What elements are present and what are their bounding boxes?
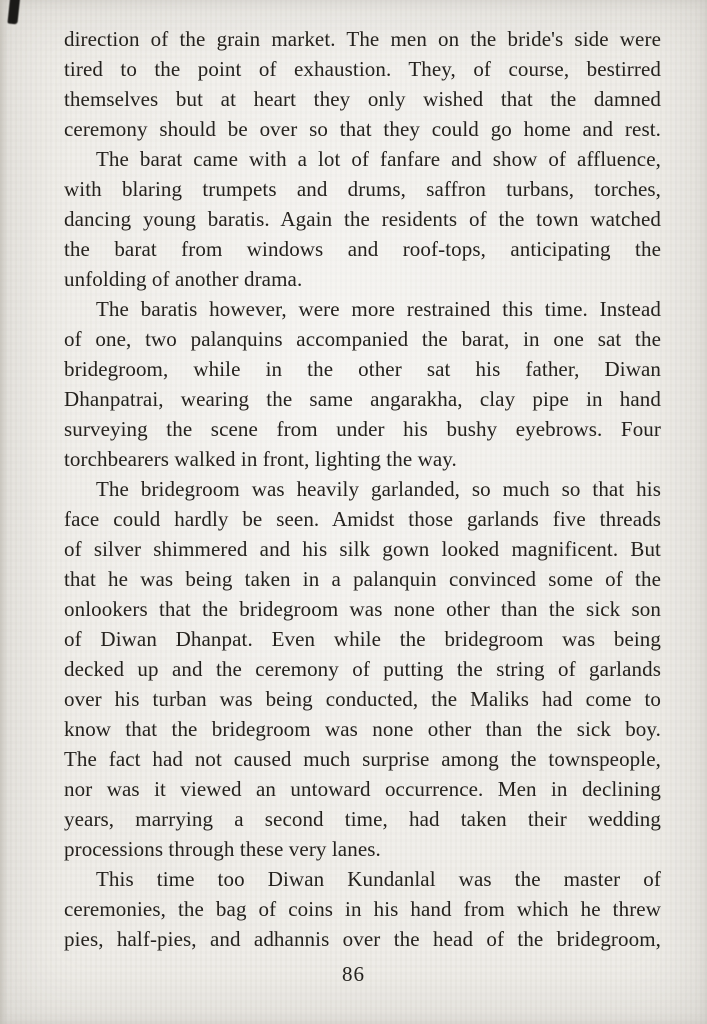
- text-line: surveying the scene from under his bushy eyebrows. Four: [64, 417, 661, 441]
- text-line: themselves but at heart they only wished that the damned: [64, 87, 661, 111]
- text-line: The baratis however, were more restrained this time. Instead: [96, 297, 661, 321]
- text-line: dancing young baratis. Again the residents of the town watched: [64, 207, 661, 231]
- text-line: bridegroom, while in the other sat his father, Diwan: [64, 357, 661, 381]
- text-line: This time too Diwan Kundanlal was the master of: [96, 867, 661, 891]
- text-line: of silver shimmered and his silk gown looked magnificent. But: [64, 537, 661, 561]
- text-line: years, marrying a second time, had taken their wedding: [64, 807, 661, 831]
- text-line: The barat came with a lot of fanfare and show of affluence,: [96, 147, 661, 171]
- paragraph: [64, 294, 661, 474]
- text-line: over his turban was being conducted, the Maliks had come to: [64, 687, 661, 711]
- page-text: [64, 24, 661, 954]
- text-line: face could hardly be seen. Amidst those garlands five threads: [64, 507, 661, 531]
- text-line: know that the bridegroom was none other than the sick boy.: [64, 717, 661, 741]
- paragraph: [64, 144, 661, 294]
- text-line: The bridegroom was heavily garlanded, so much so that his: [96, 477, 661, 501]
- text-line: torchbearers walked in front, lighting the way.: [64, 447, 457, 471]
- text-line: of Diwan Dhanpat. Even while the bridegroom was being: [64, 627, 661, 651]
- text-line: unfolding of another drama.: [64, 267, 303, 291]
- text-line: of one, two palanquins accompanied the barat, in one sat the: [64, 327, 661, 351]
- text-line: nor was it viewed an untoward occurrence. Men in declining: [64, 777, 661, 801]
- text-line: ceremony should be over so that they could go home and rest.: [64, 117, 661, 141]
- text-line: The fact had not caused much surprise among the townspeople,: [64, 747, 661, 771]
- text-line: ceremonies, the bag of coins in his hand from which he threw: [64, 897, 661, 921]
- text-line: processions through these very lanes.: [64, 837, 381, 861]
- text-line: direction of the grain market. The men on the bride's side were: [64, 27, 661, 51]
- text-line: onlookers that the bridegroom was none other than the sick son: [64, 597, 661, 621]
- paragraph: [64, 24, 661, 144]
- text-line: that he was being taken in a palanquin convinced some of the: [64, 567, 661, 591]
- ink-smudge: [7, 0, 20, 24]
- text-line: Dhanpatrai, wearing the same angarakha, clay pipe in hand: [64, 387, 661, 411]
- page-number: 86: [342, 962, 365, 986]
- text-line: with blaring trumpets and drums, saffron turbans, torches,: [64, 177, 661, 201]
- text-line: decked up and the ceremony of putting the string of garlands: [64, 657, 661, 681]
- paragraph: [64, 474, 661, 864]
- text-line: tired to the point of exhaustion. They, of course, bestirred: [64, 57, 661, 81]
- text-line: pies, half-pies, and adhannis over the head of the bridegroom,: [64, 927, 661, 951]
- paragraph: [64, 864, 661, 954]
- text-line: the barat from windows and roof-tops, anticipating the: [64, 237, 661, 261]
